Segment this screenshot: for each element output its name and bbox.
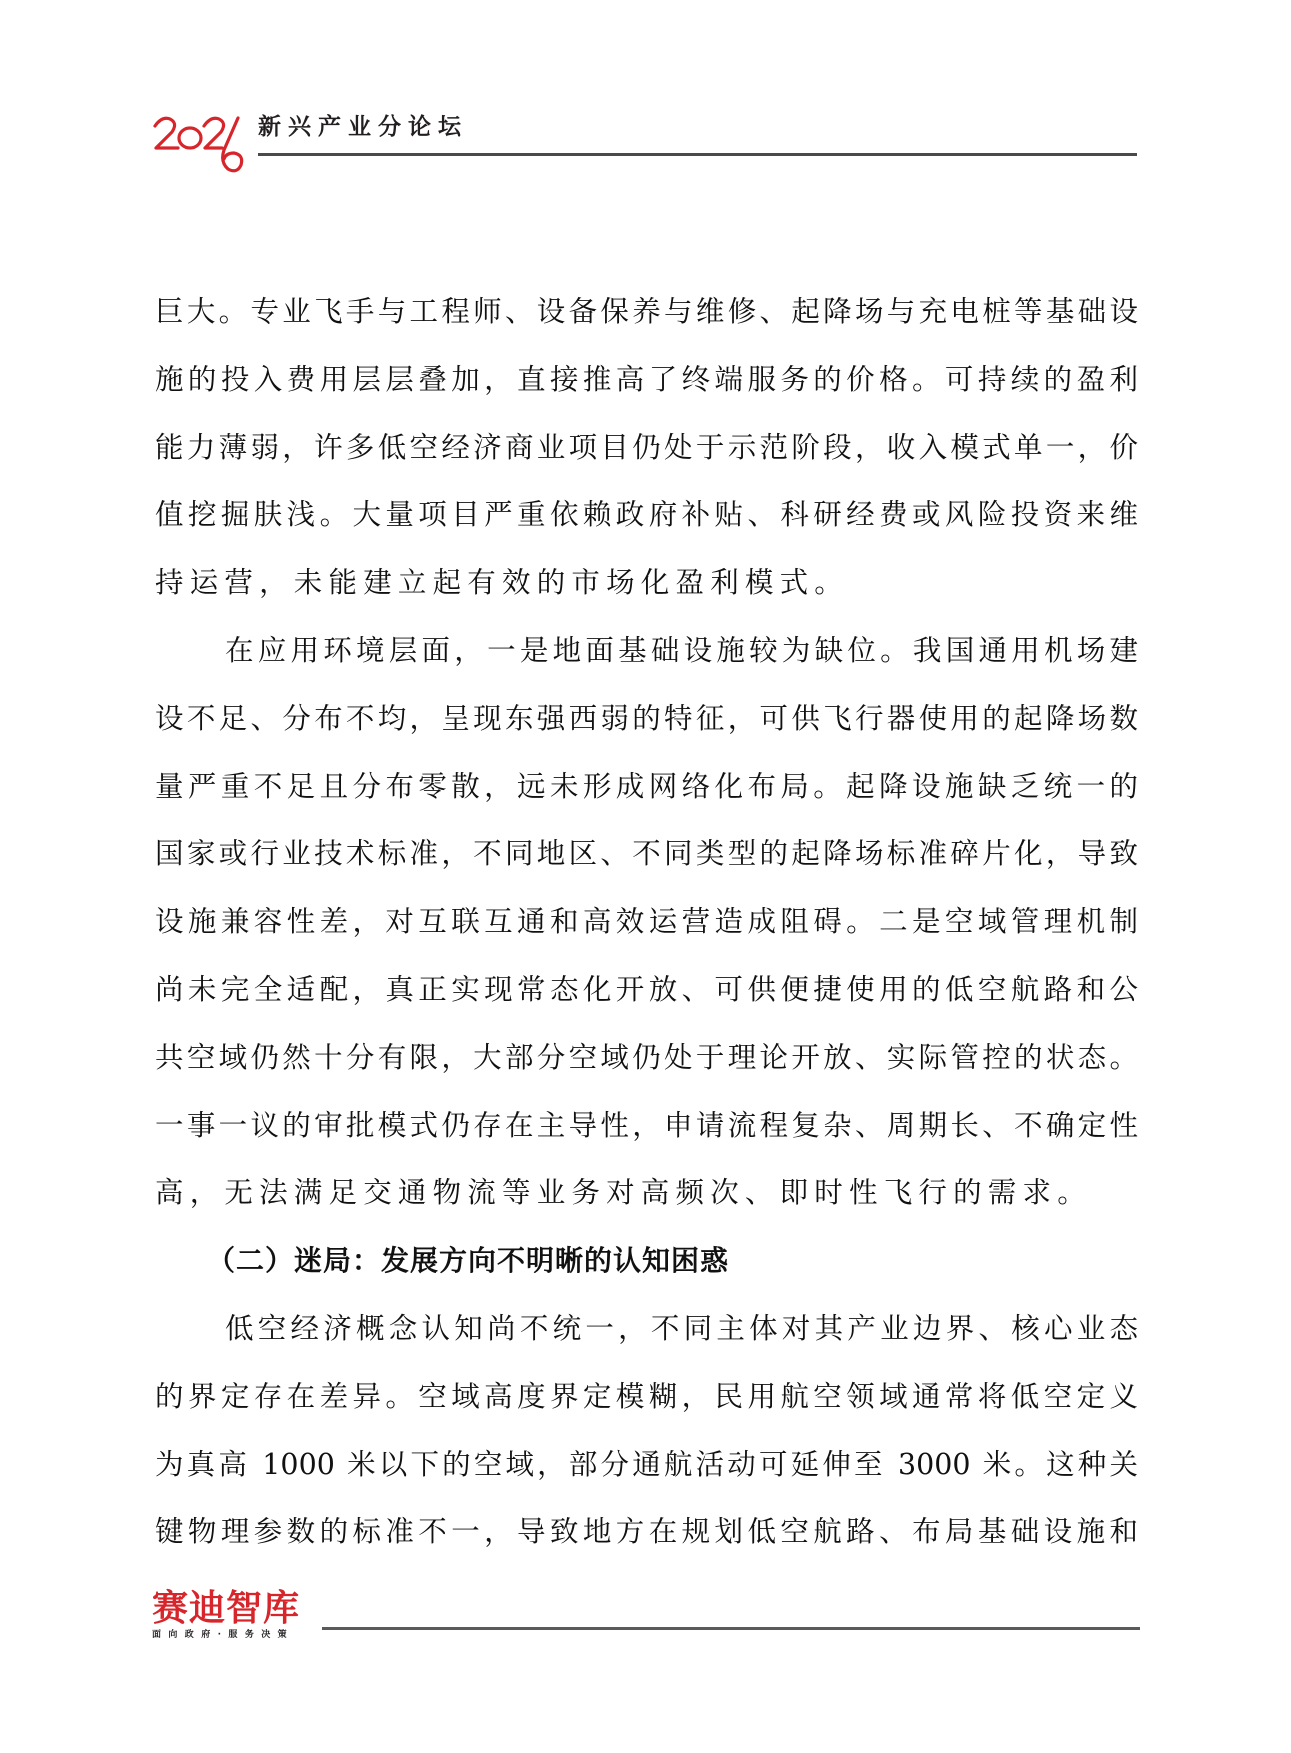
text-line: 巨大。专业飞手与工程师、设备保养与维修、起降场与充电桩等基础设 xyxy=(155,295,1138,328)
text-line: 施的投入费用层层叠加，直接推高了终端服务的价格。可持续的盈利 xyxy=(155,362,1138,396)
text-line: 国家或行业技术标准，不同地区、不同类型的起降场标准碎片化，导致 xyxy=(155,837,1138,871)
document-body xyxy=(155,290,1138,1578)
footer-tagline: 面向政府·服务决策 xyxy=(152,1630,295,1640)
text-line: 设不足、分布不均，呈现东强西弱的特征，可供飞行器使用的起降场数 xyxy=(155,701,1138,735)
forum-year-logo xyxy=(152,112,244,176)
section-heading: （二）迷局：发展方向不明晰的认知困惑 xyxy=(207,1244,730,1278)
text-line: 一事一议的审批模式仍存在主导性，申请流程复杂、周期长、不确定性 xyxy=(155,1108,1138,1142)
footer-brand: 赛迪智库 xyxy=(152,1588,301,1629)
paragraph-first-line: 在应用环境层面，一是地面基础设施较为缺位。我国通用机场建 xyxy=(225,633,1138,667)
text-line: 为真高 1000 米以下的空域，部分通航活动可延伸至 3000 米。这种关 xyxy=(155,1447,1138,1481)
forum-title: 新兴产业分论坛 xyxy=(258,114,468,140)
year-2026-logo-icon xyxy=(152,112,244,176)
header-divider xyxy=(258,153,1137,156)
text-line: 高，无法满足交通物流等业务对高频次、即时性飞行的需求。 xyxy=(155,1176,1092,1210)
text-line: 值挖掘肤浅。大量项目严重依赖政府补贴、科研经费或风险投资来维 xyxy=(155,498,1138,532)
ccid-think-tank-logo xyxy=(152,1590,312,1641)
text-line: 设施兼容性差，对互联互通和高效运营造成阻碍。二是空域管理机制 xyxy=(155,905,1138,939)
text-line: 尚未完全适配，真正实现常态化开放、可供便捷使用的低空航路和公 xyxy=(155,972,1138,1006)
footer-divider xyxy=(322,1627,1140,1630)
text-line: 量严重不足且分布零散，远未形成网络化布局。起降设施缺乏统一的 xyxy=(155,769,1138,803)
text-line: 共空域仍然十分有限，大部分空域仍处于理论开放、实际管控的状态。 xyxy=(155,1040,1138,1074)
paragraph-first-line: 低空经济概念认知尚不统一，不同主体对其产业边界、核心业态 xyxy=(225,1311,1138,1345)
text-line: 的界定存在差异。空域高度界定模糊，民用航空领域通常将低空定义 xyxy=(155,1379,1138,1413)
text-line: 持运营，未能建立起有效的市场化盈利模式。 xyxy=(155,566,850,600)
text-line: 键物理参数的标准不一，导致地方在规划低空航路、布局基础设施和 xyxy=(155,1515,1138,1549)
text-line: 能力薄弱，许多低空经济商业项目仍处于示范阶段，收入模式单一，价 xyxy=(155,430,1138,464)
